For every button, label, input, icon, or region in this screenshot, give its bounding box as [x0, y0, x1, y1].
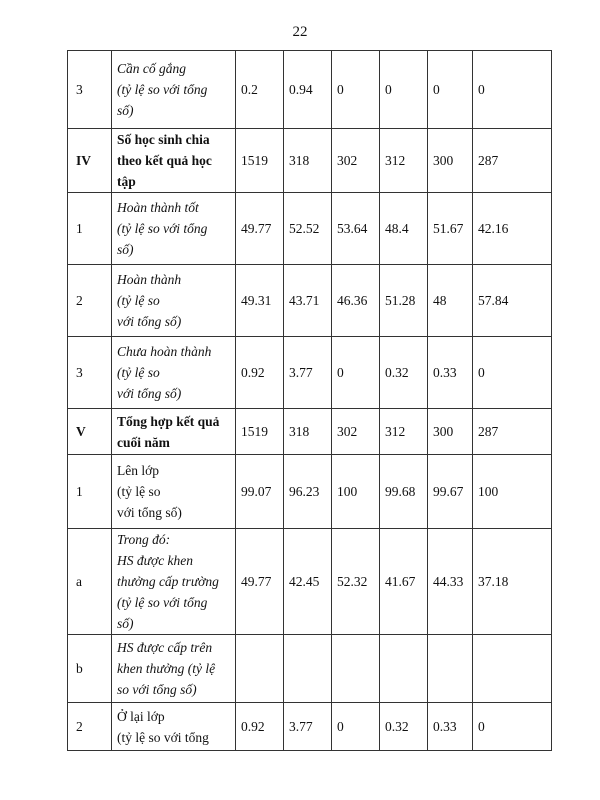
value-cell: 0	[428, 51, 473, 129]
value-cell: 300	[428, 129, 473, 193]
row-index: 3	[68, 51, 112, 129]
row-index: 2	[68, 703, 112, 751]
value-cell: 46.36	[332, 265, 380, 337]
table-row	[68, 265, 552, 337]
row-label-line: với tổng số)	[117, 505, 182, 520]
value-cell: 1519	[236, 129, 284, 193]
value-cell: 51.67	[428, 193, 473, 265]
value-cell: 96.23	[284, 455, 332, 529]
row-label	[112, 337, 236, 409]
value-cell	[380, 635, 428, 703]
value-cell: 0	[332, 703, 380, 751]
value-cell: 52.32	[332, 529, 380, 635]
row-label-line: Số học sinh chia	[117, 132, 210, 147]
row-label-line: Trong đó:	[117, 532, 171, 547]
row-label-line: so với tổng số)	[117, 682, 197, 697]
value-cell	[284, 635, 332, 703]
row-label-line: theo kết quả học	[117, 153, 212, 168]
value-cell: 0.33	[428, 703, 473, 751]
row-label	[112, 529, 236, 635]
row-label-line: cuối năm	[117, 434, 170, 450]
value-cell: 99.68	[380, 455, 428, 529]
table-body	[68, 51, 552, 751]
value-cell: 312	[380, 409, 428, 455]
value-cell: 49.77	[236, 529, 284, 635]
value-cell: 48	[428, 265, 473, 337]
row-label-line: số)	[117, 616, 134, 631]
value-cell: 42.16	[473, 193, 552, 265]
row-index: b	[68, 635, 112, 703]
row-index: IV	[68, 129, 112, 193]
value-cell: 0.92	[236, 703, 284, 751]
row-index: 1	[68, 455, 112, 529]
value-cell: 3.77	[284, 703, 332, 751]
value-cell: 0.32	[380, 703, 428, 751]
value-cell: 3.77	[284, 337, 332, 409]
row-label-line: (tỷ lệ so	[117, 365, 160, 380]
row-label-line: Chưa hoàn thành	[117, 344, 212, 359]
value-cell: 0	[473, 337, 552, 409]
value-cell: 0.32	[380, 337, 428, 409]
table-row	[68, 193, 552, 265]
row-label	[112, 51, 236, 129]
value-cell	[428, 635, 473, 703]
row-index: V	[68, 409, 112, 455]
row-label-line: khen thưởng (tỷ lệ	[117, 661, 216, 676]
value-cell: 287	[473, 129, 552, 193]
value-cell: 44.33	[428, 529, 473, 635]
value-cell: 0	[332, 337, 380, 409]
table-row	[68, 635, 552, 703]
value-cell: 0.94	[284, 51, 332, 129]
value-cell: 302	[332, 409, 380, 455]
value-cell	[236, 635, 284, 703]
row-label-line: (tỷ lệ so	[117, 293, 160, 308]
value-cell: 0.33	[428, 337, 473, 409]
row-label-line: (tỷ lệ so với tổng	[117, 729, 209, 745]
row-label	[112, 635, 236, 703]
value-cell: 42.45	[284, 529, 332, 635]
value-cell: 287	[473, 409, 552, 455]
value-cell: 52.52	[284, 193, 332, 265]
table-row	[68, 529, 552, 635]
value-cell: 312	[380, 129, 428, 193]
row-label	[112, 265, 236, 337]
row-label-line: với tổng số)	[117, 314, 182, 329]
table-row	[68, 703, 552, 751]
row-index: 2	[68, 265, 112, 337]
value-cell: 0	[380, 51, 428, 129]
value-cell: 1519	[236, 409, 284, 455]
value-cell: 302	[332, 129, 380, 193]
value-cell: 100	[473, 455, 552, 529]
row-label-line: (tỷ lệ so với tổng	[117, 82, 208, 97]
value-cell: 41.67	[380, 529, 428, 635]
row-label-line: Ở lại lớp	[117, 708, 165, 724]
row-label-line: HS được khen	[117, 553, 194, 568]
row-index: 1	[68, 193, 112, 265]
value-cell: 37.18	[473, 529, 552, 635]
row-index: 3	[68, 337, 112, 409]
value-cell: 0	[473, 51, 552, 129]
row-label	[112, 409, 236, 455]
row-index: a	[68, 529, 112, 635]
value-cell: 99.07	[236, 455, 284, 529]
row-label-line: với tổng số)	[117, 386, 182, 401]
row-label-line: số)	[117, 242, 134, 257]
results-table	[67, 50, 552, 751]
value-cell: 43.71	[284, 265, 332, 337]
row-label-line: Cần cố gắng	[117, 61, 186, 76]
row-label-line: thưởng cấp trường	[117, 574, 219, 589]
table-row	[68, 409, 552, 455]
value-cell: 0	[473, 703, 552, 751]
row-label	[112, 703, 236, 751]
row-label-line: Hoàn thành	[117, 272, 182, 287]
value-cell: 53.64	[332, 193, 380, 265]
value-cell: 300	[428, 409, 473, 455]
row-label-line: (tỷ lệ so với tổng	[117, 595, 208, 610]
value-cell	[332, 635, 380, 703]
table-row	[68, 455, 552, 529]
value-cell: 318	[284, 409, 332, 455]
value-cell: 0.2	[236, 51, 284, 129]
value-cell: 0.92	[236, 337, 284, 409]
table-row	[68, 337, 552, 409]
value-cell: 99.67	[428, 455, 473, 529]
value-cell: 100	[332, 455, 380, 529]
row-label-line: tập	[117, 174, 136, 189]
table-row	[68, 51, 552, 129]
value-cell	[473, 635, 552, 703]
row-label-line: (tỷ lệ so	[117, 484, 161, 499]
row-label	[112, 129, 236, 193]
row-label-line: Hoàn thành tốt	[117, 200, 199, 215]
value-cell: 0	[332, 51, 380, 129]
page-number: 22	[292, 24, 308, 40]
table-row	[68, 129, 552, 193]
row-label	[112, 193, 236, 265]
value-cell: 49.31	[236, 265, 284, 337]
row-label-line: HS được cấp trên	[117, 640, 213, 655]
value-cell: 51.28	[380, 265, 428, 337]
row-label-line: (tỷ lệ so với tổng	[117, 221, 208, 236]
value-cell: 49.77	[236, 193, 284, 265]
row-label-line: Lên lớp	[117, 463, 160, 478]
row-label	[112, 455, 236, 529]
value-cell: 57.84	[473, 265, 552, 337]
value-cell: 318	[284, 129, 332, 193]
row-label-line: Tổng hợp kết quả	[117, 413, 220, 429]
row-label-line: số)	[117, 103, 134, 118]
value-cell: 48.4	[380, 193, 428, 265]
